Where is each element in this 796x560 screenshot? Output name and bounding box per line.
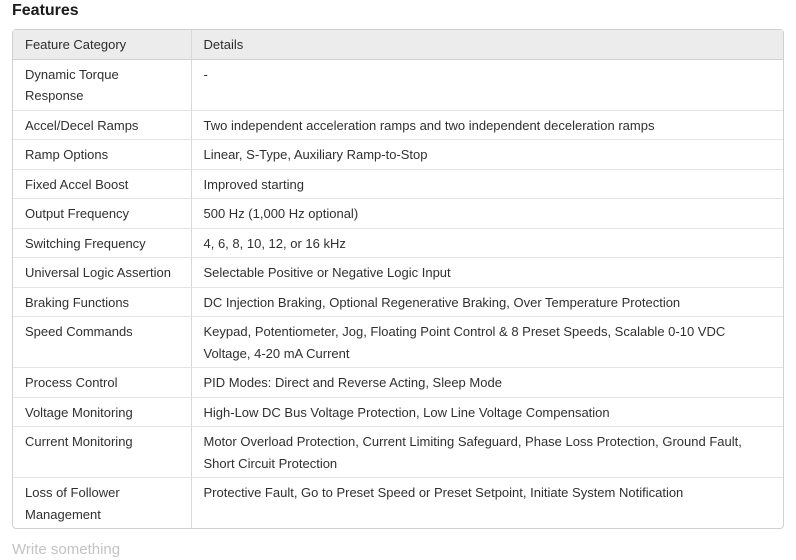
header-row xyxy=(13,30,783,59)
column-header-details: Details xyxy=(191,30,783,59)
feature-category-cell: Voltage Monitoring xyxy=(13,397,191,427)
feature-category-cell: Loss of Follower Management xyxy=(13,478,191,529)
table-row xyxy=(13,228,783,258)
features-table-container xyxy=(12,29,784,529)
feature-category-cell: Output Frequency xyxy=(13,199,191,229)
feature-category-cell: Ramp Options xyxy=(13,140,191,170)
table-row xyxy=(13,397,783,427)
feature-category-cell: Switching Frequency xyxy=(13,228,191,258)
table-row xyxy=(13,287,783,317)
details-cell: 500 Hz (1,000 Hz optional) xyxy=(191,199,783,229)
page-title: Features xyxy=(12,2,79,19)
table-row xyxy=(13,169,783,199)
feature-category-cell: Universal Logic Assertion xyxy=(13,258,191,288)
details-cell: - xyxy=(191,59,783,110)
details-cell: High-Low DC Bus Voltage Protection, Low Line Voltage Compensation xyxy=(191,397,783,427)
feature-category-cell: Braking Functions xyxy=(13,287,191,317)
details-cell: Protective Fault, Go to Preset Speed or Preset Setpoint, Initiate System Notification xyxy=(203,485,684,500)
table-header xyxy=(13,30,783,59)
details-cell: 4, 6, 8, 10, 12, or 16 kHz xyxy=(191,228,783,258)
table-row xyxy=(13,199,783,229)
editor-input[interactable]: Write something xyxy=(12,541,121,558)
feature-category-cell: Current Monitoring xyxy=(13,427,191,478)
table-row xyxy=(13,427,783,478)
details-cell: Keypad, Potentiometer, Jog, Floating Point Control & 8 Preset Speeds, Scalable 0-10 VDC Voltage, 4-20 mA Current xyxy=(191,317,783,368)
details-cell: DC Injection Braking, Optional Regenerative Braking, Over Temperature Protection xyxy=(191,287,783,317)
table-row xyxy=(13,478,783,529)
feature-category-cell: Accel/Decel Ramps xyxy=(13,110,191,140)
table-row xyxy=(13,258,783,288)
table-row xyxy=(13,59,783,110)
details-cell: Linear, S-Type, Auxiliary Ramp-to-Stop xyxy=(191,140,783,170)
features-table xyxy=(13,30,783,528)
feature-category-cell: Fixed Accel Boost xyxy=(13,169,191,199)
details-cell: Motor Overload Protection, Current Limiting Safeguard, Phase Loss Protection, Ground Fault, Short Circuit Protection xyxy=(191,427,783,478)
details-cell: Two independent acceleration ramps and two independent deceleration ramps xyxy=(191,110,783,140)
table-row xyxy=(13,317,783,368)
feature-category-cell: Speed Commands xyxy=(13,317,191,368)
table-body xyxy=(13,59,783,528)
details-cell: Improved starting xyxy=(191,169,783,199)
table-row xyxy=(13,140,783,170)
feature-category-cell: Dynamic Torque Response xyxy=(13,59,191,110)
details-cell: PID Modes: Direct and Reverse Acting, Sleep Mode xyxy=(191,368,783,398)
details-cell: Selectable Positive or Negative Logic Input xyxy=(191,258,783,288)
column-header-feature-category: Feature Category xyxy=(13,30,191,59)
table-row xyxy=(13,368,783,398)
table-row xyxy=(13,110,783,140)
feature-category-cell: Process Control xyxy=(13,368,191,398)
